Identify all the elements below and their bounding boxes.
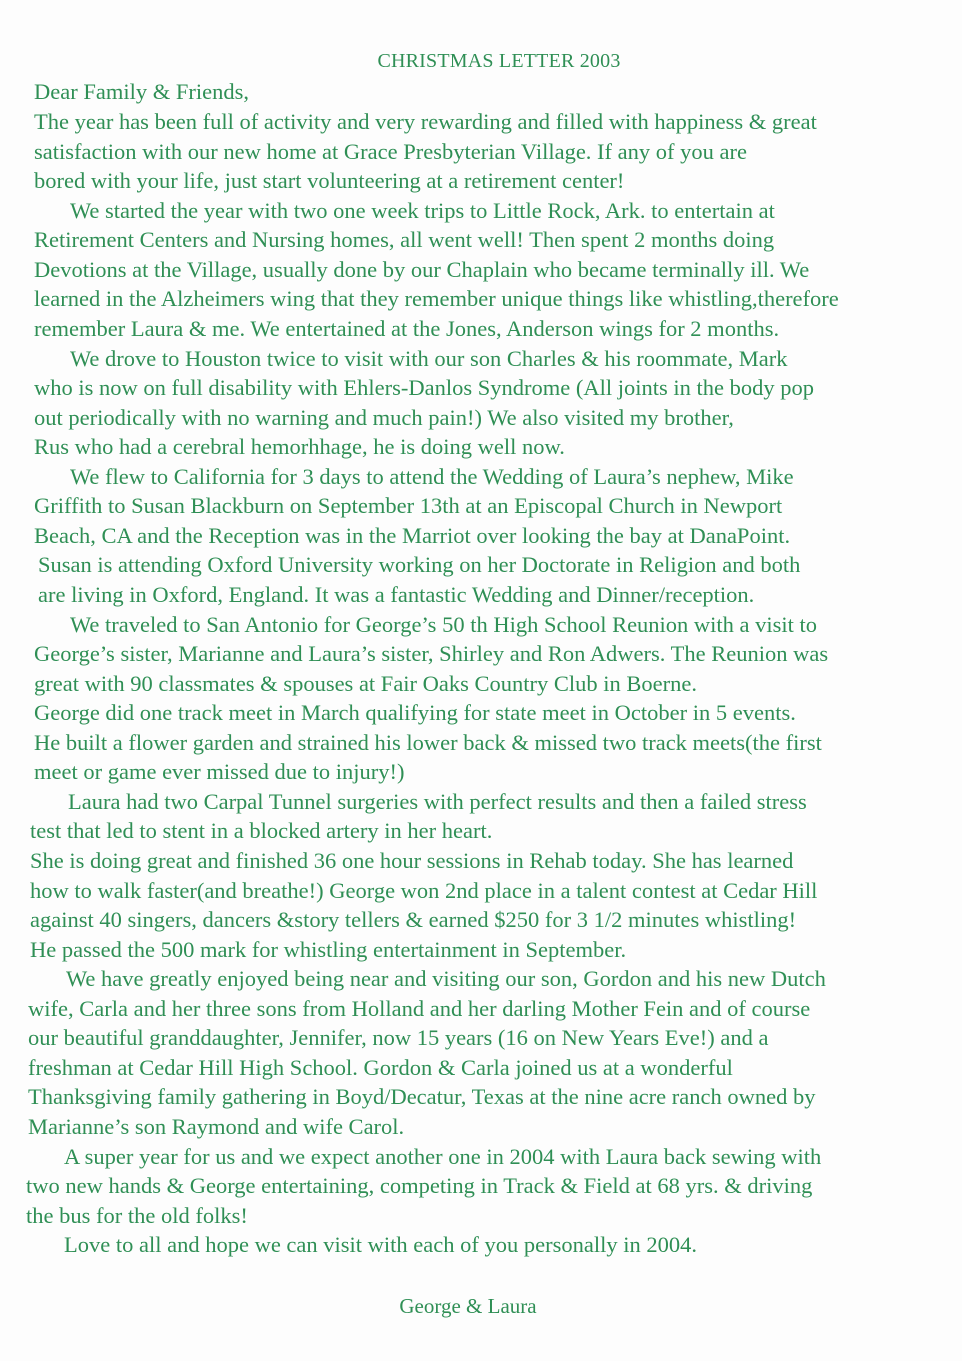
letter-line: test that led to stent in a blocked artery in her heart.: [30, 818, 493, 843]
letter-line: bored with your life, just start volunteering at a retirement center!: [34, 168, 625, 193]
letter-line: He built a flower garden and strained his lower back & missed two track meets(the first: [34, 730, 822, 755]
letter-line: We started the year with two one week trips to Little Rock, Ark. to entertain at: [70, 198, 775, 223]
letter-title: CHRISTMAS LETTER 2003: [377, 50, 621, 72]
letter-line: A super year for us and we expect another one in 2004 with Laura back sewing with: [64, 1144, 822, 1169]
letter-line: We have greatly enjoyed being near and visiting our son, Gordon and his new Dutch: [66, 966, 826, 991]
letter-line: our beautiful granddaughter, Jennifer, now 15 years (16 on New Years Eve!) and a: [28, 1025, 769, 1050]
letter-line: The year has been full of activity and very rewarding and filled with happiness & great: [34, 109, 817, 134]
letter-line: Dear Family & Friends,: [34, 79, 249, 104]
letter-line: two new hands & George entertaining, competing in Track & Field at 68 yrs. & driving: [26, 1173, 813, 1198]
letter-line: wife, Carla and her three sons from Holland and her darling Mother Fein and of course: [28, 996, 811, 1021]
letter-line: Thanksgiving family gathering in Boyd/Decatur, Texas at the nine acre ranch owned by: [28, 1084, 816, 1109]
letter-line: George did one track meet in March qualifying for state meet in October in 5 events.: [34, 700, 796, 725]
letter-line: Love to all and hope we can visit with each of you personally in 2004.: [64, 1232, 697, 1257]
letter-line: who is now on full disability with Ehlers-Danlos Syndrome (All joints in the body pop: [34, 375, 814, 400]
letter-line: the bus for the old folks!: [26, 1203, 248, 1228]
letter-line: are living in Oxford, England. It was a fantastic Wedding and Dinner/reception.: [38, 582, 755, 607]
letter-line: Beach, CA and the Reception was in the Marriot over looking the bay at DanaPoint.: [34, 523, 791, 548]
letter-line: We flew to California for 3 days to attend the Wedding of Laura’s nephew, Mike: [70, 464, 794, 489]
letter-line: We traveled to San Antonio for George’s 50 th High School Reunion with a visit to: [70, 612, 818, 637]
letter-line: remember Laura & me. We entertained at the Jones, Anderson wings for 2 months.: [34, 316, 780, 341]
letter-line: Laura had two Carpal Tunnel surgeries with perfect results and then a failed stress: [68, 789, 807, 814]
letter-line: George’s sister, Marianne and Laura’s sister, Shirley and Ron Adwers. The Reunion was: [34, 641, 829, 666]
letter-line: Griffith to Susan Blackburn on September 13th at an Episcopal Church in Newport: [34, 493, 783, 518]
letter-line: against 40 singers, dancers &story tellers & earned $250 for 3 1/2 minutes whistling!: [30, 907, 797, 932]
letter-line: Devotions at the Village, usually done by our Chaplain who became terminally ill. We: [34, 257, 810, 282]
letter-line: learned in the Alzheimers wing that they remember unique things like whistling,therefore: [34, 286, 839, 311]
letter-line: She is doing great and finished 36 one hour sessions in Rehab today. She has learned: [30, 848, 794, 873]
letter-line: satisfaction with our new home at Grace Presbyterian Village. If any of you are: [34, 139, 747, 164]
letter-line: freshman at Cedar Hill High School. Gordon & Carla joined us at a wonderful: [28, 1055, 733, 1080]
letter-line: We drove to Houston twice to visit with our son Charles & his roommate, Mark: [70, 346, 788, 371]
letter-line: how to walk faster(and breathe!) George won 2nd place in a talent contest at Cedar Hill: [30, 878, 818, 903]
letter-line: He passed the 500 mark for whistling entertainment in September.: [30, 937, 627, 962]
letter-line: meet or game ever missed due to injury!): [34, 759, 405, 784]
letter-signature: George & Laura: [399, 1294, 537, 1318]
letter-line: Rus who had a cerebral hemorhhage, he is doing well now.: [34, 434, 565, 459]
letter-line: great with 90 classmates & spouses at Fair Oaks Country Club in Boerne.: [34, 671, 698, 696]
letter-line: out periodically with no warning and much pain!) We also visited my brother,: [34, 405, 734, 430]
letter-line: Retirement Centers and Nursing homes, all went well! Then spent 2 months doing: [34, 227, 775, 252]
letter-line: Marianne’s son Raymond and wife Carol.: [28, 1114, 405, 1139]
letter-line: Susan is attending Oxford University working on her Doctorate in Religion and both: [38, 552, 801, 577]
